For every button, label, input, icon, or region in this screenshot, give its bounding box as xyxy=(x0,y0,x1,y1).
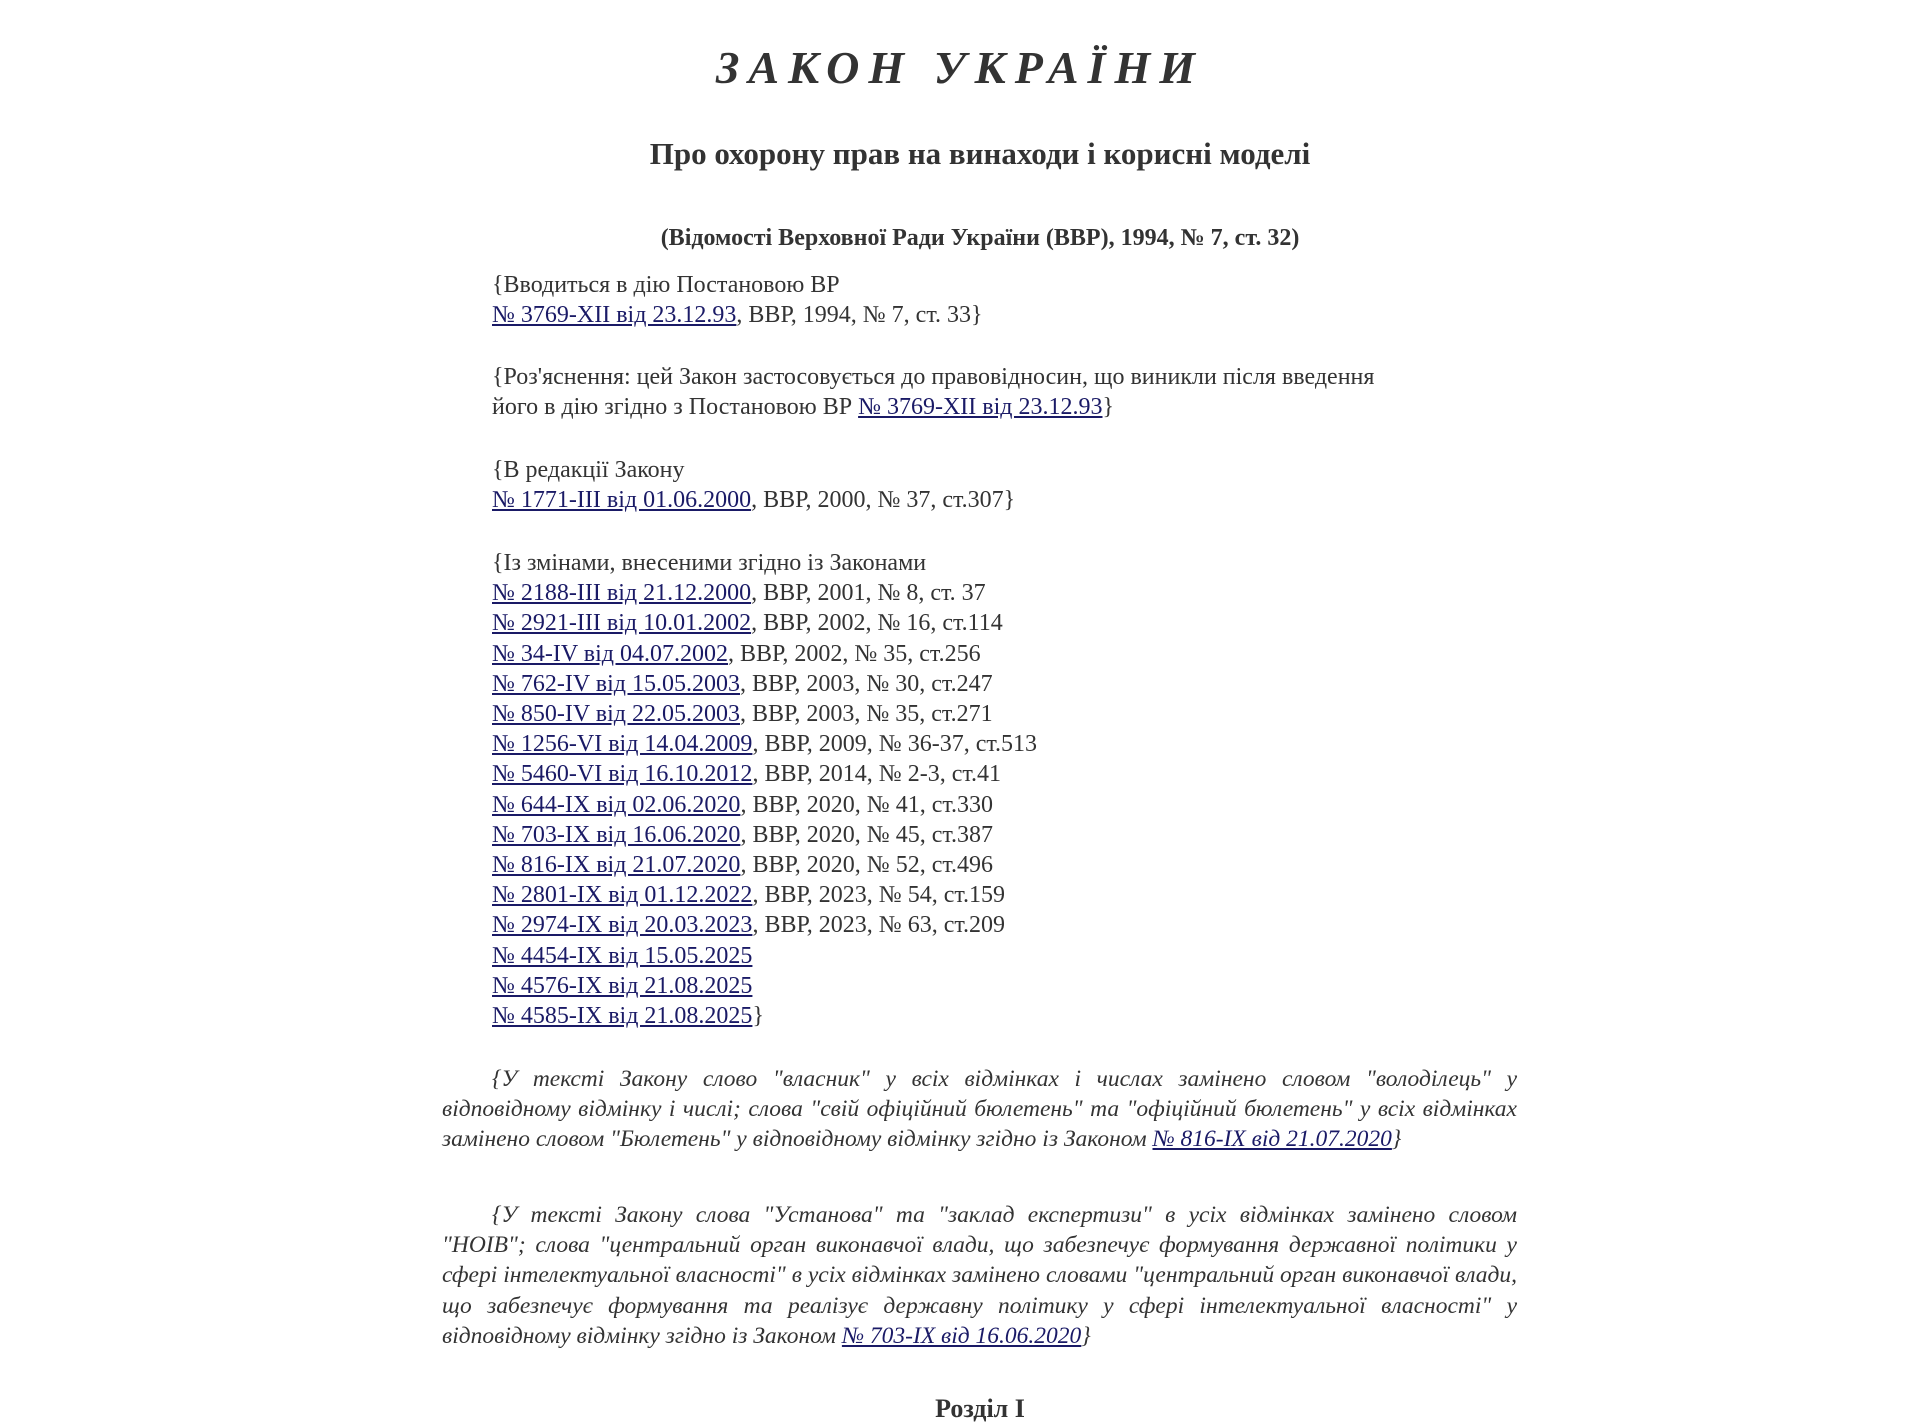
clarification-ref-line xyxy=(492,392,1374,422)
amendment-link[interactable]: № 2974-IX від 20.03.2023 xyxy=(492,912,753,939)
amendment-link[interactable]: № 703-IX від 16.06.2020 xyxy=(492,821,741,848)
amendment-item xyxy=(492,669,1037,699)
amendment-link[interactable]: № 4585-IX від 21.08.2025 xyxy=(492,1003,753,1030)
amendment-tail: , ВВР, 2001, № 8, ст. 37 xyxy=(751,580,986,607)
amendment-link[interactable]: № 644-IX від 02.06.2020 xyxy=(492,791,741,818)
amendment-link[interactable]: № 762-IV від 15.05.2003 xyxy=(492,670,740,697)
amendment-link[interactable]: № 2188-III від 21.12.2000 xyxy=(492,580,752,607)
section-title: Розділ I xyxy=(935,1394,1025,1423)
amendment-item xyxy=(492,880,1037,910)
enactment-line: {Вводиться в дію Постановою ВР xyxy=(492,272,840,298)
amendment-link[interactable]: № 2921-III від 10.01.2002 xyxy=(492,610,752,637)
amendment-item xyxy=(492,941,1037,971)
amendment-tail: , ВВР, 2023, № 63, ст.209 xyxy=(752,912,1006,939)
terminology-note-link[interactable]: № 703-IX від 16.06.2020 xyxy=(841,1322,1082,1349)
amendment-tail: , ВВР, 2009, № 36-37, ст.513 xyxy=(752,731,1038,758)
amendment-item xyxy=(492,759,1037,789)
clarification-tail: } xyxy=(1102,394,1115,421)
edition-link[interactable]: № 1771-III від 01.06.2000 xyxy=(492,487,752,514)
amendment-item xyxy=(492,608,1037,638)
clarification-link[interactable]: № 3769-XII від 23.12.93 xyxy=(858,394,1103,421)
enactment-tail: , ВВР, 1994, № 7, ст. 33} xyxy=(736,302,983,329)
amendment-item xyxy=(492,910,1037,940)
amendment-item xyxy=(492,639,1037,669)
amendment-link[interactable]: № 1256-VI від 14.04.2009 xyxy=(492,731,753,758)
clarification-note xyxy=(492,362,1374,422)
amendment-item xyxy=(492,578,1037,608)
terminology-note-tail: } xyxy=(1391,1126,1402,1153)
edition-ref-line xyxy=(492,485,1015,515)
amendment-tail: , ВВР, 2023, № 54, ст.159 xyxy=(752,882,1006,909)
amendments-heading: {Із змінами, внесеними згідно із Законами xyxy=(492,550,927,576)
law-title: Про охорону прав на винаходи і корисні моделі xyxy=(649,136,1311,171)
amendment-link[interactable]: № 4454-IX від 15.05.2025 xyxy=(492,942,753,969)
enactment-ref-line xyxy=(492,300,983,330)
amendment-item xyxy=(492,790,1037,820)
amendment-tail: , ВВР, 2003, № 35, ст.271 xyxy=(740,701,993,728)
terminology-note-owner xyxy=(442,1064,1517,1155)
amendment-link[interactable]: № 816-IX від 21.07.2020 xyxy=(492,852,741,879)
enactment-link[interactable]: № 3769-XII від 23.12.93 xyxy=(492,302,737,329)
amendment-link[interactable]: № 850-IV від 22.05.2003 xyxy=(492,701,740,728)
amendment-tail: , ВВР, 2020, № 52, ст.496 xyxy=(740,852,994,879)
terminology-note-link[interactable]: № 816-IX від 21.07.2020 xyxy=(1152,1126,1392,1153)
amendment-item xyxy=(492,699,1037,729)
amendment-item xyxy=(492,850,1037,880)
amendment-item xyxy=(492,820,1037,850)
terminology-note-tail: } xyxy=(1081,1322,1091,1349)
edition-note xyxy=(492,455,1015,515)
amendment-tail: } xyxy=(752,1003,764,1030)
enactment-note xyxy=(492,270,983,330)
amendment-tail: , ВВР, 2020, № 41, ст.330 xyxy=(740,791,994,818)
terminology-note-text: {У тексті Закону слово "власник" у всіх відмінках і числах замінено словом "володілець" у відповідному відмінку і числі; слова "свій офіційний бюлетень" та "офіційний бюлетень" у всіх відмінках замінено словом "Бюлетень" у відповідному відмінку згідно із Законом xyxy=(442,1066,1517,1153)
law-source: (Відомості Верховної Ради України (ВВР), 1994, № 7, ст. 32) xyxy=(660,225,1300,251)
amendment-tail: , ВВР, 2014, № 2-3, ст.41 xyxy=(752,761,1002,788)
amendment-item xyxy=(492,729,1037,759)
amendment-item xyxy=(492,1001,1037,1031)
edition-tail: , ВВР, 2000, № 37, ст.307} xyxy=(751,487,1016,514)
amendment-tail: , ВВР, 2002, № 16, ст.114 xyxy=(751,610,1003,637)
amendment-tail: , ВВР, 2003, № 30, ст.247 xyxy=(740,670,993,697)
amendment-item xyxy=(492,971,1037,1001)
amendments-list xyxy=(492,548,1037,1031)
law-heading: ЗАКОН УКРАЇНИ xyxy=(715,42,1205,93)
amendment-link[interactable]: № 5460-VI від 16.10.2012 xyxy=(492,761,753,788)
amendment-link[interactable]: № 4576-IX від 21.08.2025 xyxy=(492,972,753,999)
clarification-line: {Роз'яснення: цей Закон застосовується до правовідносин, що виникли після введення xyxy=(492,364,1375,390)
terminology-note-text: {У тексті Закону слова "Установа" та "заклад експертизи" в усіх відмінках замінено словом "НОІВ"; слова "центральний орган виконавчої влади, що забезпечує формування державної політики у сфері інтелектуальної власності" в усіх відмінках замінено словами "центральний орган виконавчої влади, що забезпечує формування та реалізує державну політику у сфері інтелектуальної власності" у відповідному відмінку згідно із Законом xyxy=(442,1202,1517,1349)
terminology-note-institution xyxy=(442,1200,1517,1351)
clarification-prefix: його в дію згідно з Постановою ВР xyxy=(492,394,859,421)
amendment-link[interactable]: № 2801-IX від 01.12.2022 xyxy=(492,882,753,909)
edition-line: {В редакції Закону xyxy=(492,457,685,483)
amendment-tail: , ВВР, 2020, № 45, ст.387 xyxy=(740,821,994,848)
amendment-tail: , ВВР, 2002, № 35, ст.256 xyxy=(728,640,981,667)
amendment-link[interactable]: № 34-IV від 04.07.2002 xyxy=(492,640,728,667)
